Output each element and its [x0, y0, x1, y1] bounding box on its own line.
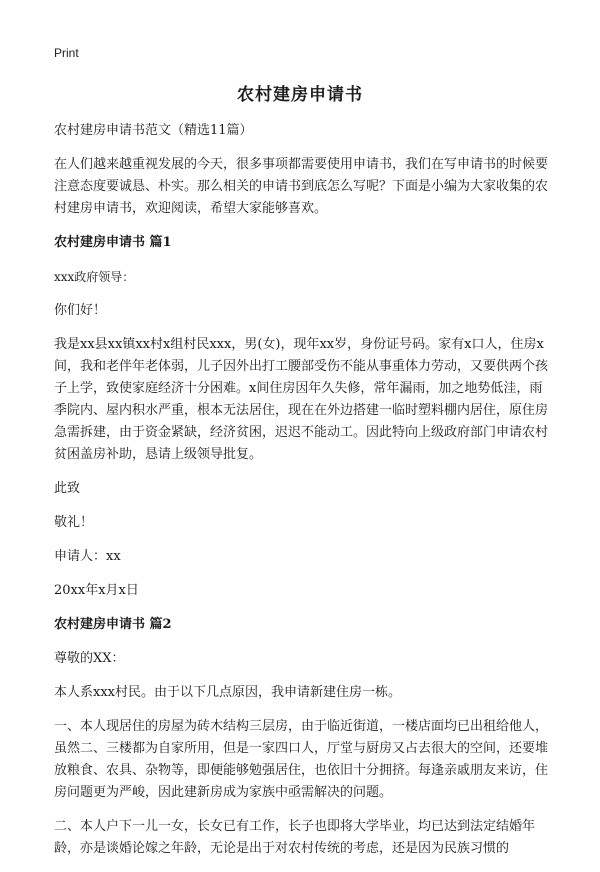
section1-closing-1: 此致	[54, 481, 81, 496]
print-link[interactable]: Print	[54, 46, 79, 60]
section1-heading: 农村建房申请书 篇1	[54, 235, 172, 250]
document-body	[54, 120, 552, 872]
section2-salutation: 尊敬的XX：	[54, 651, 125, 666]
section1-closing-2: 敬礼！	[54, 515, 94, 530]
section2-paragraph-2: 一、本人现居住的房屋为砖木结构三层房，由于临近街道，一楼店面均已出租给他人，虽然二、三楼都为自家所用，但是一家四口人，厅堂与厨房又占去很大的空间，还要堆放粮食、农具、杂物等，即便能够勉强居住，也依旧十分拥挤。每逢亲戚朋友来访，住房问题更为严峻，因此建新房成为家族中亟需解决的问题。	[54, 719, 549, 800]
section1-applicant: 申请人：xx	[54, 549, 121, 564]
section2-heading: 农村建房申请书 篇2	[54, 617, 172, 632]
section1-body: 我是xx县xx镇xx村x组村民xxx，男(女)，现年xx岁，身份证号码。家有x口人，住房x间，我和老伴年老体弱，儿子因外出打工腰部受伤不能从事重体力劳动，又要供两个孩子上学，致使家庭经济十分困难。x间住房因年久失修，常年漏雨，加之地势低洼，雨季院内、屋内积水严重，根本无法居住，现在在外边搭建一临时塑料棚内居住，原住房急需拆建，由于资金紧缺，经济贫困，迟迟不能动工。因此特向上级政府部门申请农村贫困盖房补助，恳请上级领导批复。	[54, 337, 549, 462]
section2-paragraph-3: 二、本人户下一儿一女，长女已有工作，长子也即将大学毕业，均已达到法定结婚年龄，亦是谈婚论嫁之年龄，无论是出于对农村传统的考虑，还是因为民族习惯的	[54, 819, 536, 856]
section1-date: 20xx年x月x日	[54, 583, 139, 598]
section1-salutation: xxx政府领导：	[54, 270, 135, 284]
intro-paragraph: 在人们越来越重视发展的今天，很多事项都需要使用申请书，我们在写申请书的时候要注意态度要诚恳、朴实。那么相关的申请书到底怎么写呢？下面是小编为大家收集的农村建房申请书，欢迎阅读，希望大家能够喜欢。	[54, 157, 549, 216]
section2-paragraph-1: 本人系xxx村民。由于以下几点原因，我申请新建住房一栋。	[54, 685, 401, 700]
document-subtitle: 农村建房申请书范文（精选11篇）	[54, 123, 253, 138]
section1-greeting: 你们好！	[54, 303, 107, 318]
document-title: 农村建房申请书	[237, 85, 363, 105]
